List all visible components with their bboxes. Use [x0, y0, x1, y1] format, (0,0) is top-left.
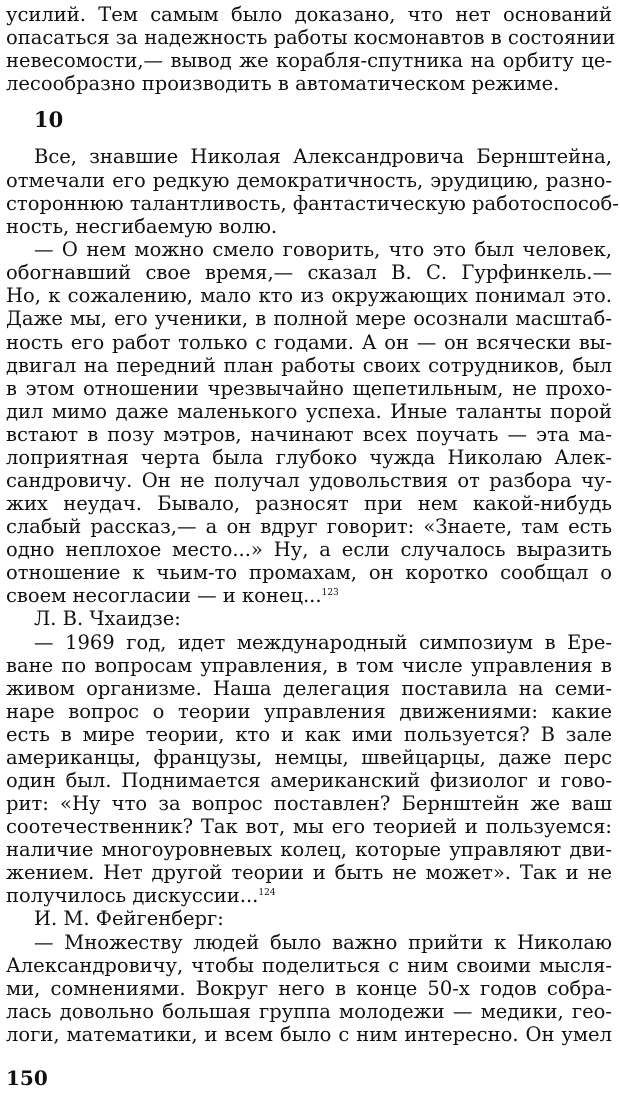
text-line: наличие многоуровневых колец, которые управляют дви-: [6, 838, 612, 861]
text-line: есть в мире теории, кто и как ими пользуется? В зале: [6, 723, 612, 746]
text-line: жих неудач. Бывало, разносят при нем какой-нибудь: [6, 492, 612, 515]
text-line: ность, несгибаемую волю.: [6, 215, 278, 238]
section-number: 10: [34, 107, 64, 132]
footnote-marker: 124: [258, 887, 276, 898]
text-line: ность его работ только с годами. А он — он всячески вы-: [6, 331, 612, 354]
text-line: одно неплохое место...» Ну, а если случалось выразить: [6, 538, 612, 561]
text-line: стороннюю талантливость, фантастическую работоспособ-: [6, 192, 619, 215]
text-line: живом организме. Наша делегация поставила на семи-: [6, 677, 612, 700]
text-line: лась довольно большая группа молодежи — медики, гео-: [6, 1000, 612, 1023]
text-line: усилий. Тем самым было доказано, что нет оснований: [6, 3, 612, 26]
text-line: отмечали его редкую демократичность, эрудицию, разно-: [6, 169, 612, 192]
footnote-marker: 123: [321, 587, 339, 598]
text-line: наре вопрос о теории управления движениями: какие: [6, 700, 612, 723]
speaker-name: И. М. Фейгенберг:: [34, 907, 224, 930]
text-line: лесообразно производить в автоматическом режиме.: [6, 72, 560, 95]
text-line: логи, математики, и всем было с ним интересно. Он умел: [6, 1023, 612, 1046]
text-line: соотечественник? Так вот, мы его теорией и пользуемся:: [6, 815, 612, 838]
text-line: американцы, французы, немцы, швейцарцы, даже перс: [6, 746, 612, 769]
text-line: рит: «Ну что за вопрос поставлен? Бернштейн же ваш: [6, 792, 612, 815]
text-line: в этом отношении чрезвычайно щепетильным, не прохо-: [6, 377, 612, 400]
text-line: — Множеству людей было важно прийти к Николаю: [34, 931, 612, 954]
text-line: Александровичу, чтобы поделиться с ним своими мысля-: [6, 954, 612, 977]
text-line: Все, знавшие Николая Александровича Бернштейна,: [34, 145, 612, 168]
speaker-name: Л. В. Чхаидзе:: [34, 607, 181, 630]
text-line: — О нем можно смело говорить, что это был человек,: [34, 238, 612, 261]
text-line: встают в позу мэтров, начинают всех поучать — эта ма-: [6, 423, 612, 446]
text-line: Но, к сожалению, мало кто из окружающих понимал это.: [6, 284, 612, 307]
text-line: двигал на передний план работы своих сотрудников, был: [6, 354, 612, 377]
text-line: жением. Нет другой теории и быть не может». Так и не: [6, 861, 612, 884]
text-line: лоприятная черта была глубоко чужда Николаю Алек-: [6, 446, 612, 469]
text-line: опасаться за надежность работы космонавтов в состоянии: [6, 26, 616, 49]
text-line: Даже мы, его ученики, в полной мере осознали масштаб-: [6, 307, 612, 330]
text-line: — 1969 год, идет международный симпозиум в Ере-: [34, 631, 612, 654]
text-line: обогнавший свое время,— сказал В. С. Гурфинкель.—: [6, 261, 612, 284]
text-line: один был. Поднимается американский физиолог и гово-: [6, 769, 612, 792]
text-line-body: своем несогласии — и конец...: [6, 584, 322, 607]
text-line: ми, сомнениями. Вокруг него в конце 50-х годов собра-: [6, 977, 612, 1000]
page-number: 150: [6, 1066, 48, 1090]
text-line: невесомости,— вывод же корабля-спутника на орбиту це-: [6, 49, 612, 72]
text-line: сандровичу. Он не получал удовольствия от разбора чу-: [6, 469, 612, 492]
text-line: слабый рассказ,— а он вдруг говорит: «Знаете, там есть: [6, 515, 612, 538]
text-line: ване по вопросам управления, в том числе управления в: [6, 654, 612, 677]
text-line-body: получилось дискуссии...: [6, 884, 259, 907]
text-line: отношение к чьим-то промахам, он коротко сообщал о: [6, 561, 612, 584]
text-line: дил мимо даже маленького успеха. Иные таланты порой: [6, 400, 612, 423]
